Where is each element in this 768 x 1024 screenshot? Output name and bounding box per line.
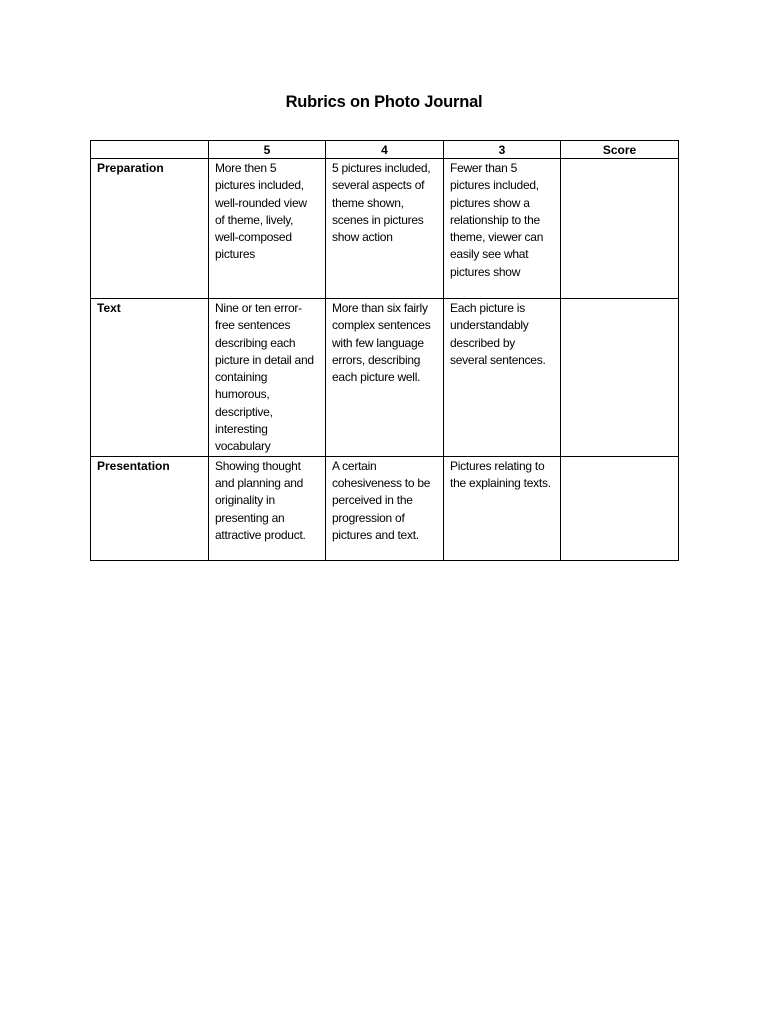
preparation-level-4-cell: 5 pictures included, several aspects of theme shown, scenes in pictures show action [326,159,444,299]
row-label-presentation: Presentation [91,456,209,560]
presentation-level-4-cell: A certain cohesiveness to be perceived in the progression of pictures and text. [326,456,444,560]
preparation-level-5-cell: More then 5 pictures included, well-rounded view of theme, lively, well-composed pictures [209,159,326,299]
header-cell-blank [91,141,209,159]
header-cell-4: 4 [326,141,444,159]
text-level-3-cell: Each picture is understandably described by several sentences. [444,299,561,457]
header-row [91,141,679,159]
preparation-score-cell [561,159,679,299]
presentation-score-cell [561,456,679,560]
header-cell-5: 5 [209,141,326,159]
preparation-level-3-cell: Fewer than 5 pictures included, pictures show a relationship to the theme, viewer can easily see what pictures show [444,159,561,299]
table-row-presentation [91,456,679,560]
row-label-text: Text [91,299,209,457]
header-cell-3: 3 [444,141,561,159]
table-row-preparation [91,159,679,299]
text-level-4-cell: More than six fairly complex sentences with few language errors, describing each picture well. [326,299,444,457]
text-level-5-cell: Nine or ten error-free sentences describing each picture in detail and containing humorous, descriptive, interesting vocabulary [209,299,326,457]
presentation-level-3-cell: Pictures relating to the explaining texts. [444,456,561,560]
text-score-cell [561,299,679,457]
page-title: Rubrics on Photo Journal [285,93,483,111]
presentation-level-5-cell: Showing thought and planning and originality in presenting an attractive product. [209,456,326,560]
table-row-text [91,299,679,457]
rubric-table [90,140,679,561]
row-label-preparation: Preparation [91,159,209,299]
header-cell-score: Score [561,141,679,159]
